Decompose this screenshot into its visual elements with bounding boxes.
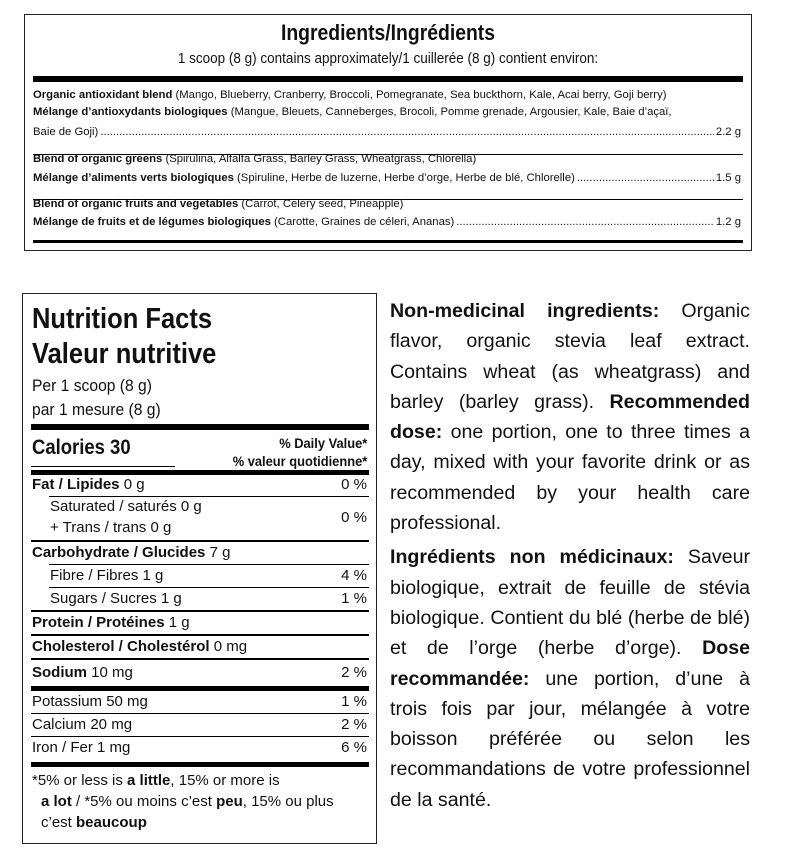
- iron-dv: 6 %: [341, 739, 367, 756]
- blend-2-fr: [33, 170, 741, 186]
- daily-value-header-fr: % valeur quotidienne*: [232, 453, 367, 469]
- nmi-text-fr: Saveur biologique, extrait de feuille de stévia biologique. Contient du blé (herbe de blé) et de l’orge (herbe d’orge).: [390, 546, 750, 660]
- non-medicinal-text: [390, 296, 750, 815]
- nutrition-facts-panel: [22, 293, 377, 844]
- english-paragraph: [390, 296, 750, 538]
- cholesterol-amount: 0 mg: [213, 638, 248, 655]
- nmi-label-fr: Ingrédients non médicinaux:: [390, 546, 674, 569]
- cholesterol-label: Cholesterol / Cholestérol: [32, 638, 210, 655]
- row-divider: [31, 540, 369, 542]
- blend-3-fr-list: (Carotte, Graines de céleri, Ananas): [274, 216, 455, 228]
- blend-1-en: [33, 87, 741, 103]
- row-divider: [31, 713, 369, 714]
- potassium-dv: 1 %: [341, 693, 367, 710]
- french-paragraph: [390, 542, 750, 815]
- blend-2-amount: 1.5 g: [715, 172, 741, 184]
- calcium-row: [32, 716, 367, 733]
- trans-row: [32, 509, 367, 536]
- daily-value-header: [232, 434, 367, 470]
- blend-1-fr-name: Mélange d’antioxydants biologiques: [33, 106, 228, 118]
- nutrition-thick-rule: [31, 686, 369, 691]
- blend-1-en-list: (Mango, Blueberry, Cranberry, Broccoli, Pomegranate, Sea buckthorn, Kale, Acai berry, Goji berry): [175, 89, 667, 101]
- fat-label: Fat / Lipides: [32, 476, 120, 493]
- sodium-label: Sodium: [32, 664, 87, 681]
- leader-dots: [577, 170, 714, 186]
- potassium-row: [32, 693, 367, 710]
- footnote-text: , 15% ou plus: [242, 793, 334, 810]
- dose-label-en: Recommended dose:: [390, 390, 750, 444]
- blend-2-fr-list: (Spiruline, Herbe de luzerne, Herbe d’orge, Herbe de blé, Chlorelle): [237, 172, 575, 184]
- fibre-dv: 4 %: [341, 567, 367, 584]
- fat-dv: 0 %: [341, 476, 367, 493]
- blend-1-fr-list: (Mangue, Bleuets, Canneberges, Brocoli, Pomme grenade, Argousier, Kale, Baie d’açaï,: [230, 106, 672, 118]
- sugars-label: Sugars / Sucres 1 g: [50, 590, 182, 607]
- saturated-row: [32, 498, 367, 515]
- nutrition-footnote: [32, 770, 367, 833]
- protein-row: [32, 614, 367, 631]
- fibre-row: [32, 567, 367, 584]
- row-divider: [31, 736, 369, 737]
- sodium-amount: 10 mg: [91, 664, 133, 681]
- row-divider: [31, 634, 369, 636]
- sugars-dv: 1 %: [341, 590, 367, 607]
- carb-row: [32, 544, 367, 561]
- iron-label: Iron / Fer 1 mg: [32, 739, 131, 756]
- dose-label-fr: Dose recommandée:: [390, 637, 750, 690]
- blend-3-en: [33, 196, 741, 212]
- nutrition-thick-rule: [31, 424, 369, 430]
- fibre-label: Fibre / Fibres 1 g: [50, 567, 164, 584]
- carb-amount: 7 g: [209, 544, 231, 561]
- blend-3-amount: 1.2 g: [715, 216, 741, 228]
- nutrition-thick-rule: [31, 470, 369, 475]
- blend-3-en-list: (Carrot, Celery seed, Pineapple): [241, 198, 404, 210]
- footnote-text: / *5% ou moins c’est: [71, 793, 217, 810]
- protein-amount: 1 g: [168, 614, 190, 631]
- sodium-row: [32, 664, 367, 681]
- row-divider: [31, 658, 369, 660]
- blend-2-en: [33, 151, 741, 167]
- nmi-label-en: Non-medicinal ingredients:: [390, 300, 660, 322]
- blend-1-fr-list-cont: Baie de Goji): [33, 126, 99, 138]
- blend-2-en-name: Blend of organic greens: [33, 153, 163, 165]
- row-divider: [49, 496, 369, 497]
- ingredients-thick-rule: [33, 76, 743, 82]
- carb-label: Carbohydrate / Glucides: [32, 544, 206, 561]
- footnote-text: *5% or less is: [32, 772, 128, 789]
- daily-value-header-en: % Daily Value*: [278, 435, 367, 451]
- nutrition-title-en: Nutrition Facts: [32, 303, 213, 335]
- footnote-emphasis: a little: [127, 772, 171, 789]
- blend-1-amount-line: [33, 124, 741, 140]
- footnote-text: c’est: [41, 814, 77, 831]
- sat-trans-dv: 0 %: [341, 509, 367, 526]
- protein-label: Protein / Protéines: [32, 614, 165, 631]
- sugars-row: [32, 590, 367, 607]
- footnote-emphasis: beaucoup: [76, 814, 147, 831]
- blend-1-en-name: Organic antioxidant blend: [33, 89, 173, 101]
- blend-3-en-name: Blend of organic fruits and vegetables: [33, 198, 239, 210]
- calories-label: Calories 30: [32, 436, 131, 459]
- leader-dots: [100, 124, 714, 140]
- calories-underline: [31, 466, 175, 467]
- blend-1-amount: 2.2 g: [715, 126, 741, 138]
- nutrition-thick-rule: [31, 762, 369, 767]
- trans-label: + Trans / trans 0 g: [50, 519, 172, 536]
- calcium-dv: 2 %: [341, 716, 367, 733]
- blend-3-fr-name: Mélange de fruits et de légumes biologiques: [33, 216, 271, 228]
- serving-size-fr: par 1 mesure (8 g): [32, 400, 161, 419]
- dose-text-fr: une portion, d’une à trois fois par jour, mélangée à votre boisson préférée ou selon les recommandations de votre professionnel de la santé.: [390, 667, 750, 811]
- sodium-dv: 2 %: [341, 664, 367, 681]
- calcium-label: Calcium 20 mg: [32, 716, 133, 733]
- nmi-text-en: Organic flavor, organic stevia leaf extract. Contains wheat (as wheatgrass) and barley (barley grass).: [390, 300, 750, 413]
- iron-row: [32, 739, 367, 756]
- fat-row: [32, 476, 367, 493]
- blend-2-fr-name: Mélange d’aliments verts biologiques: [33, 172, 234, 184]
- footnote-text: , 15% or more is: [170, 772, 280, 789]
- cholesterol-row: [32, 638, 367, 655]
- ingredients-bottom-rule: [33, 240, 743, 243]
- ingredients-title: Ingredients/Ingrédients: [280, 20, 496, 45]
- blend-3-fr: [33, 214, 741, 230]
- footnote-emphasis: peu: [216, 793, 243, 810]
- row-divider: [49, 587, 369, 588]
- saturated-label: Saturated / saturés 0 g: [50, 498, 202, 515]
- blend-2-en-list: (Spirulina, Alfalfa Grass, Barley Grass, Wheatgrass, Chlorella): [165, 153, 477, 165]
- footnote-emphasis: a lot: [41, 793, 72, 810]
- blend-1-fr: [33, 104, 741, 120]
- nutrition-title-fr: Valeur nutritive: [32, 338, 217, 370]
- row-divider: [49, 564, 369, 565]
- fat-amount: 0 g: [123, 476, 145, 493]
- dose-text-en: one portion, one to three times a day, mixed with your favorite drink or as recommended by your health care professional.: [390, 421, 750, 535]
- ingredients-subtitle: 1 scoop (8 g) contains approximately/1 cuillerée (8 g) contient environ:: [177, 50, 599, 67]
- potassium-label: Potassium 50 mg: [32, 693, 148, 710]
- leader-dots: [456, 214, 714, 230]
- serving-size-en: Per 1 scoop (8 g): [32, 376, 152, 395]
- row-divider: [31, 610, 369, 612]
- ingredients-panel: [24, 14, 752, 251]
